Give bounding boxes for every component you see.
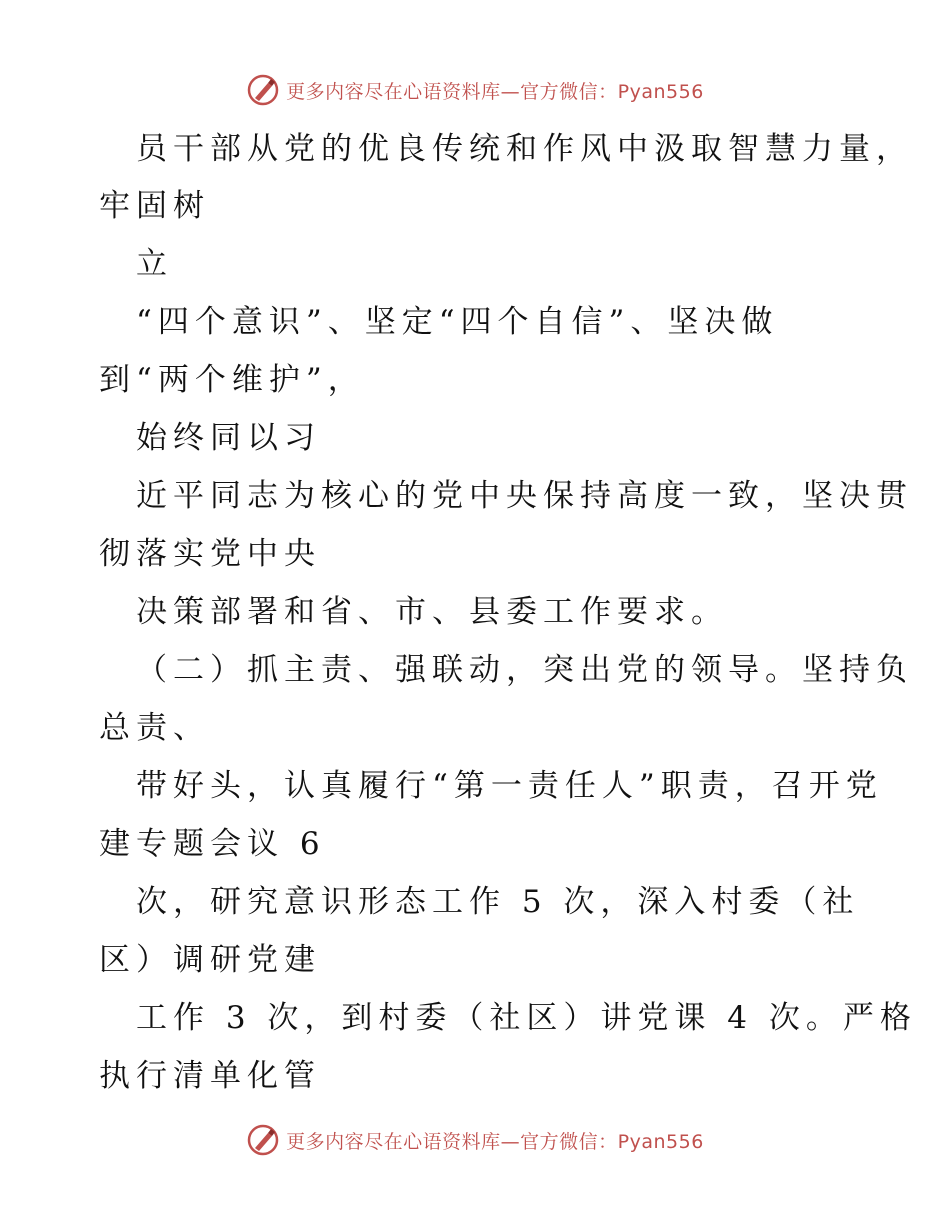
text-line: 彻落实党中央 [99,536,321,572]
footer-watermark [0,1120,950,1160]
text-line: 近平同志为核心的党中央保持高度一致，坚决贯 [136,478,913,514]
pen-logo-icon [246,1123,280,1157]
watermark-text: 更多内容尽在心语资料库—官方微信：Pyan556 [286,1130,704,1153]
text-line: 工作 3 次，到村委（社区）讲党课 4 次。严格 [136,1000,917,1036]
text-line: 立 [136,246,173,282]
text-line: （二）抓主责、强联动，突出党的领导。坚持负 [136,652,913,688]
text-line: “四个意识”、坚定“四个自信”、坚决做 [136,304,779,340]
text-line: 始终同以习 [136,420,321,456]
text-line: 执行清单化管 [99,1058,321,1094]
text-line: 员干部从党的优良传统和作风中汲取智慧力量， [136,131,913,167]
text-line: 区）调研党建 [99,942,321,978]
text-line: 建专题会议 6 [99,826,326,862]
text-line: 决策部署和省、市、县委工作要求。 [136,594,728,630]
text-line: 总责、 [99,710,210,746]
text-line: 牢固树 [99,188,210,224]
text-line: 到“两个维护”， [99,362,365,398]
watermark-text: 更多内容尽在心语资料库—官方微信：Pyan556 [286,80,704,103]
text-line: 带好头，认真履行“第一责任人”职责，召开党 [136,768,883,804]
text-line: 次，研究意识形态工作 5 次，深入村委（社 [136,884,860,920]
